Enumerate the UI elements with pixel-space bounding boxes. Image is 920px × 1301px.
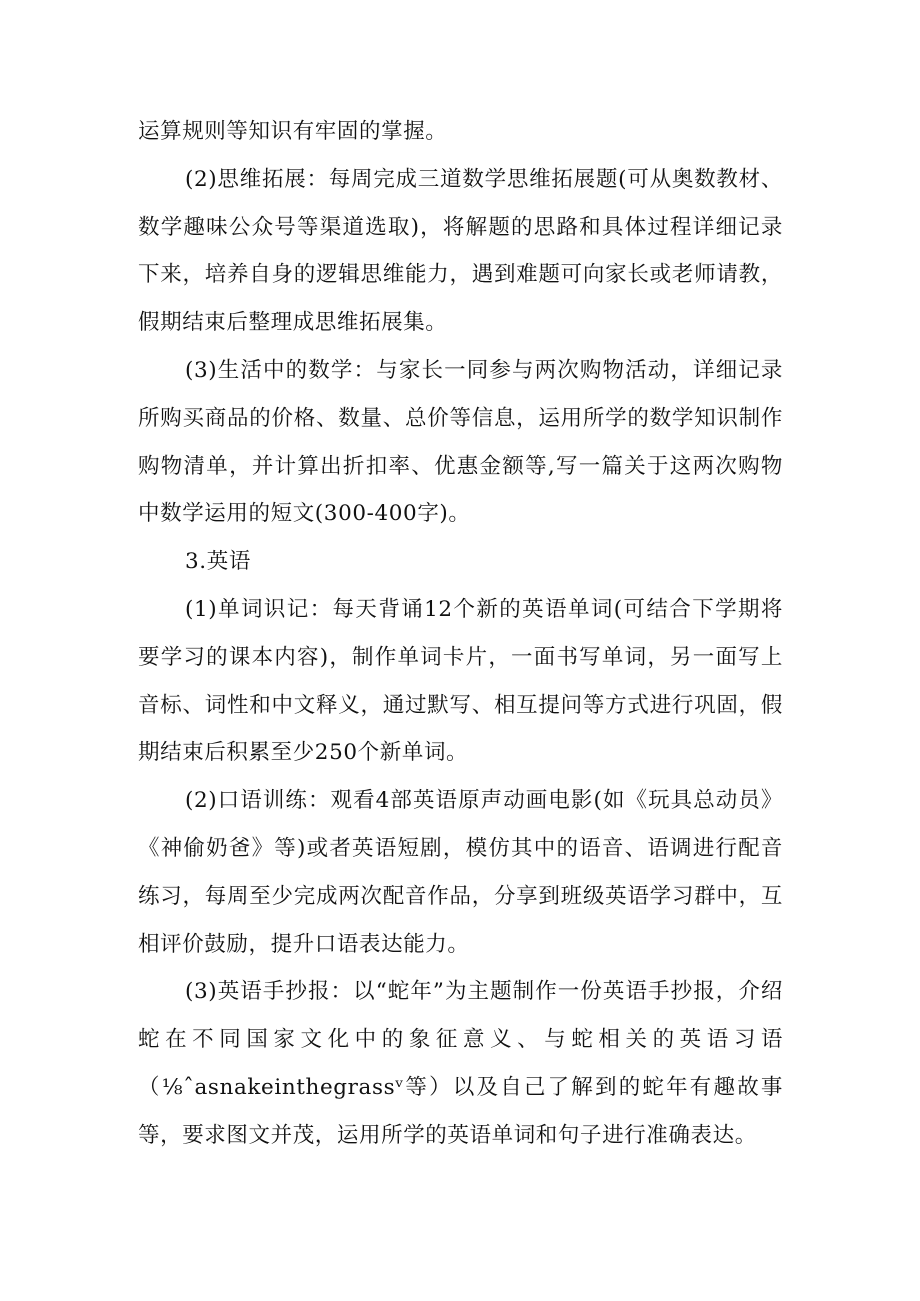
paragraph-english-speaking: (2)口语训练：观看4部英语原声动画电影(如《玩具总动员》《神偷奶爸》等)或者英语短剧，模仿其中的语音、语调进行配音练习，每周至少完成两次配音作品，分享到班级英语学习群中，互相评价鼓励，提升口语表达能力。 [138, 788, 783, 957]
section-heading-english: 3.英语 [185, 549, 251, 575]
document-body [138, 108, 783, 1160]
paragraph-continuation: 运算规则等知识有牢固的掌握。 [138, 119, 448, 144]
paragraph-english-poster: (3)英语手抄报：以“蛇年”为主题制作一份英语手抄报，介绍蛇在不同国家文化中的象征意义、与蛇相关的英语习语（⅛ˆasnakeinthegrassᵛ等）以及自己了解到的蛇年有趣故事等，要求图文并茂，运用所学的英语单词和句子进行准确表达。 [138, 979, 783, 1148]
paragraph-english-vocabulary: (1)单词识记：每天背诵12个新的英语单词(可结合下学期将要学习的课本内容)，制作单词卡片，一面书写单词，另一面写上音标、词性和中文释义，通过默写、相互提问等方式进行巩固，假期结束后积累至少250个新单词。 [138, 596, 783, 766]
paragraph-math-thinking-extension: (2)思维拓展：每周完成三道数学思维拓展题(可从奥数教材、数学趣味公众号等渠道选取)，将解题的思路和具体过程详细记录下来，培养自身的逻辑思维能力，遇到难题可向家长或老师请教，假期结束后整理成思维拓展集。 [138, 166, 783, 336]
paragraph-math-in-life: (3)生活中的数学：与家长一同参与两次购物活动，详细记录所购买商品的价格、数量、总价等信息，运用所学的数学知识制作购物清单，并计算出折扣率、优惠金额等,写一篇关于这两次购物中数学运用的短文(300-400字)。 [138, 357, 783, 527]
